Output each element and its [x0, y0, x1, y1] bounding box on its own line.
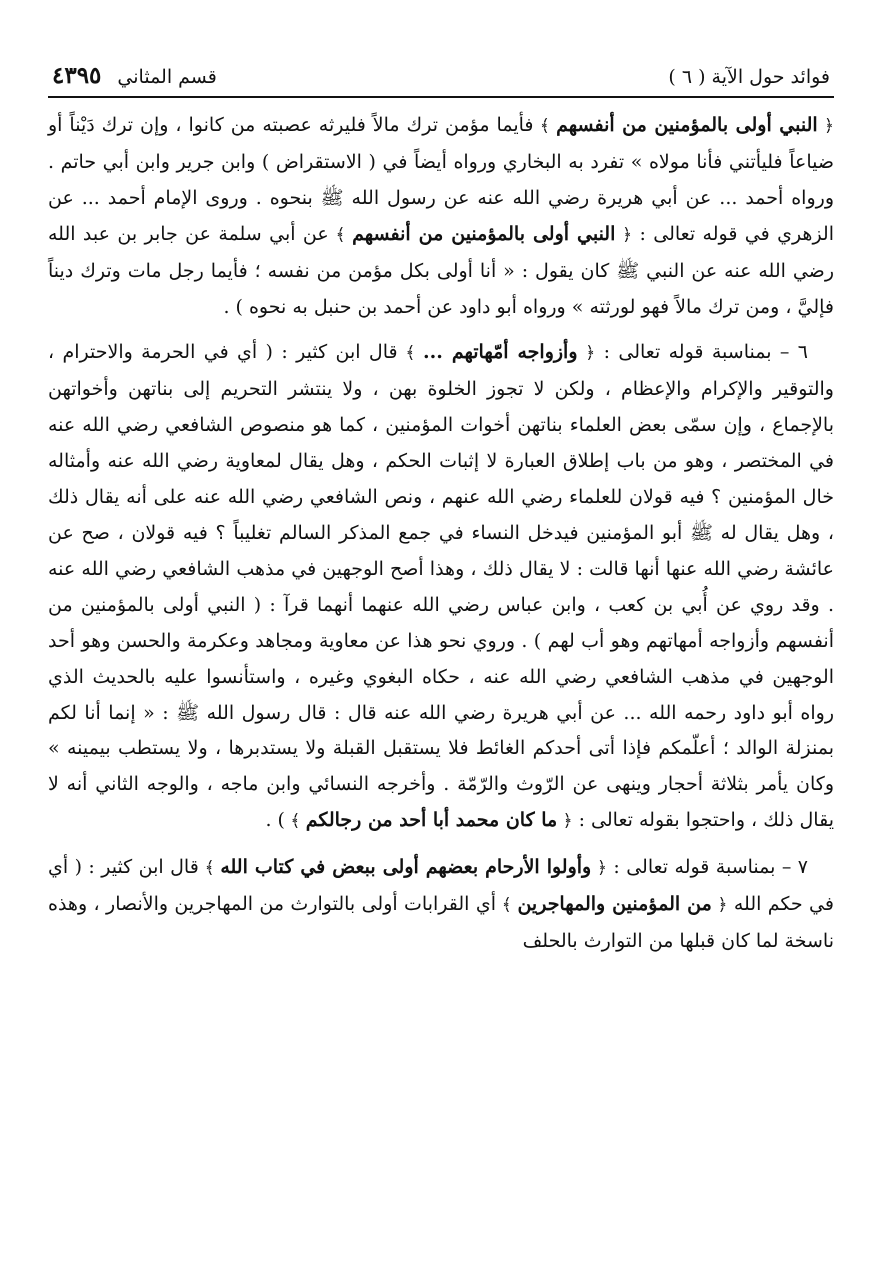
quran-quote: وأزواجه أمّهاتهم ... [423, 341, 578, 364]
quran-quote: من المؤمنين والمهاجرين [517, 893, 712, 916]
quran-bracket: ﴾ [284, 811, 306, 832]
quran-quote: النبي أولى بالمؤمنين من أنفسهم [352, 222, 616, 245]
running-header [48, 62, 834, 98]
paragraph-text: ٧ – بمناسبة قوله تعالى : [606, 856, 808, 879]
quran-bracket: ﴾ [495, 895, 518, 916]
quran-bracket: ﴾ [533, 116, 557, 136]
quran-bracket: ﴿ [557, 811, 573, 832]
paragraph-text: ٦ – بمناسبة قوله تعالى : [595, 341, 808, 364]
paragraph-text: ) . [265, 809, 285, 832]
page-number: ٤٣٩٥ [52, 62, 102, 89]
quran-bracket: ﴿ [577, 343, 596, 364]
page-body [48, 108, 834, 960]
header-left-group [52, 62, 217, 89]
quran-bracket: ﴿ [591, 858, 607, 879]
section-name: قسم المثاني [117, 66, 217, 88]
paragraph-text: عن أبي سلمة عن جابر بن عبد الله رضي الله عنه عن النبي ﷺ كان يقول : « أنا أولى بكل مؤمن من نفسه ؛ فأيما رجل مات وترك ديناً فإليَّ ، ومن ترك مالاً فهو لورثته » ورواه أبو داود عن أحمد بن حنبل به نحوه ) . [48, 222, 834, 318]
quran-bracket: ﴾ [198, 858, 221, 879]
paragraph [48, 335, 834, 840]
quran-bracket: ﴿ [615, 224, 633, 245]
quran-bracket: ﴾ [328, 224, 353, 245]
quran-bracket: ﴾ [397, 343, 424, 364]
quran-bracket: ﴿ [711, 895, 728, 916]
paragraph [48, 850, 834, 960]
quran-bracket: ﴿ [817, 116, 834, 136]
quran-quote: ما كان محمد أبا أحد من رجالكم [305, 809, 558, 832]
paragraph-text: قال ابن كثير : ( أي في الحرمة والاحترام ، والتوقير والإكرام والإعظام ، ولكن لا تجوز الخلوة بهن ، ولا ينتشر التحريم إلى بناتهن وأخواتهن بالإجماع ، وإن سمّى بعض العلماء بناتهن أخوات المؤمنين ، كما هو منصوص الشافعي رضي الله عنه في المختصر ، وهو من باب إطلاق العبارة لا إثبات الحكم ، وهل يقال لمعاوية رضي الله عنه وأمثاله خال المؤمنين ؟ فيه قولان للعلماء رضي الله عنهم ، ونص الشافعي رضي الله عنه على أنه يقال ذلك ، وهل يقال له ﷺ أبو المؤمنين فيدخل النساء في جمع المذكر السالم تغليباً ؟ فيه قولان ، صح عن عائشة رضي الله عنها أنها قالت : لا يقال ذلك ، وهذا أصح الوجهين في مذهب الشافعي رضي الله عنه . وقد روي عن أُبي بن كعب ، وابن عباس رضي الله عنهما أنهما قرآ : ( النبي أولى بالمؤمنين من أنفسهم وأزواجه أمهاتهم وهو أب لهم ) . وروي نحو هذا عن معاوية ومجاهد وعكرمة والحسن وهو أحد الوجهين في مذهب الشافعي رضي الله عنه ، حكاه البغوي وغيره ، واستأنسوا عليه بالحديث الذي رواه أبو داود رحمه الله ... عن أبي هريرة رضي الله عنه قال : قال رسول الله ﷺ : « إنما أنا لكم بمنزلة الوالد ؛ أعلّمكم فإذا أتى أحدكم الغائط فلا يستقبل القبلة ولا يستدبرها ، ولا يستطب بيمينه » وكان يأمر بثلاثة أحجار وينهى عن الرّوث والرّمّة . وأخرجه النسائي وابن ماجه ، والوجه الثاني أنه لا يقال ذلك ، واحتجوا بقوله تعالى : [48, 341, 834, 832]
running-title: فوائد حول الآية ( ٦ ) [668, 66, 830, 88]
quran-quote: النبي أولى بالمؤمنين من أنفسهم [556, 114, 818, 136]
paragraph [48, 108, 834, 325]
paragraph-text: قال ابن كثير : ( أي في حكم الله [48, 856, 834, 916]
paragraph-text: أي القرابات أولى بالتوارث من المهاجرين والأنصار ، وهذه ناسخة لما كان قبلها من التوارث بالحلف [48, 893, 834, 952]
paragraph-text: فأيما مؤمن ترك مالاً فليرثه عصبته من كانوا ، وإن ترك دَيْناً أو ضياعاً فليأتني فأنا مولاه » تفرد به البخاري ورواه أيضاً في ( الاستقراض ) وابن جرير وابن أبي حاتم . ورواه أحمد ... عن أبي هريرة رضي الله عنه عن رسول الله ﷺ بنحوه . وروى الإمام أحمد ... عن الزهري في قوله تعالى : [48, 114, 835, 245]
quran-quote: وأولوا الأرحام بعضهم أولى ببعض في كتاب الله [220, 856, 592, 879]
